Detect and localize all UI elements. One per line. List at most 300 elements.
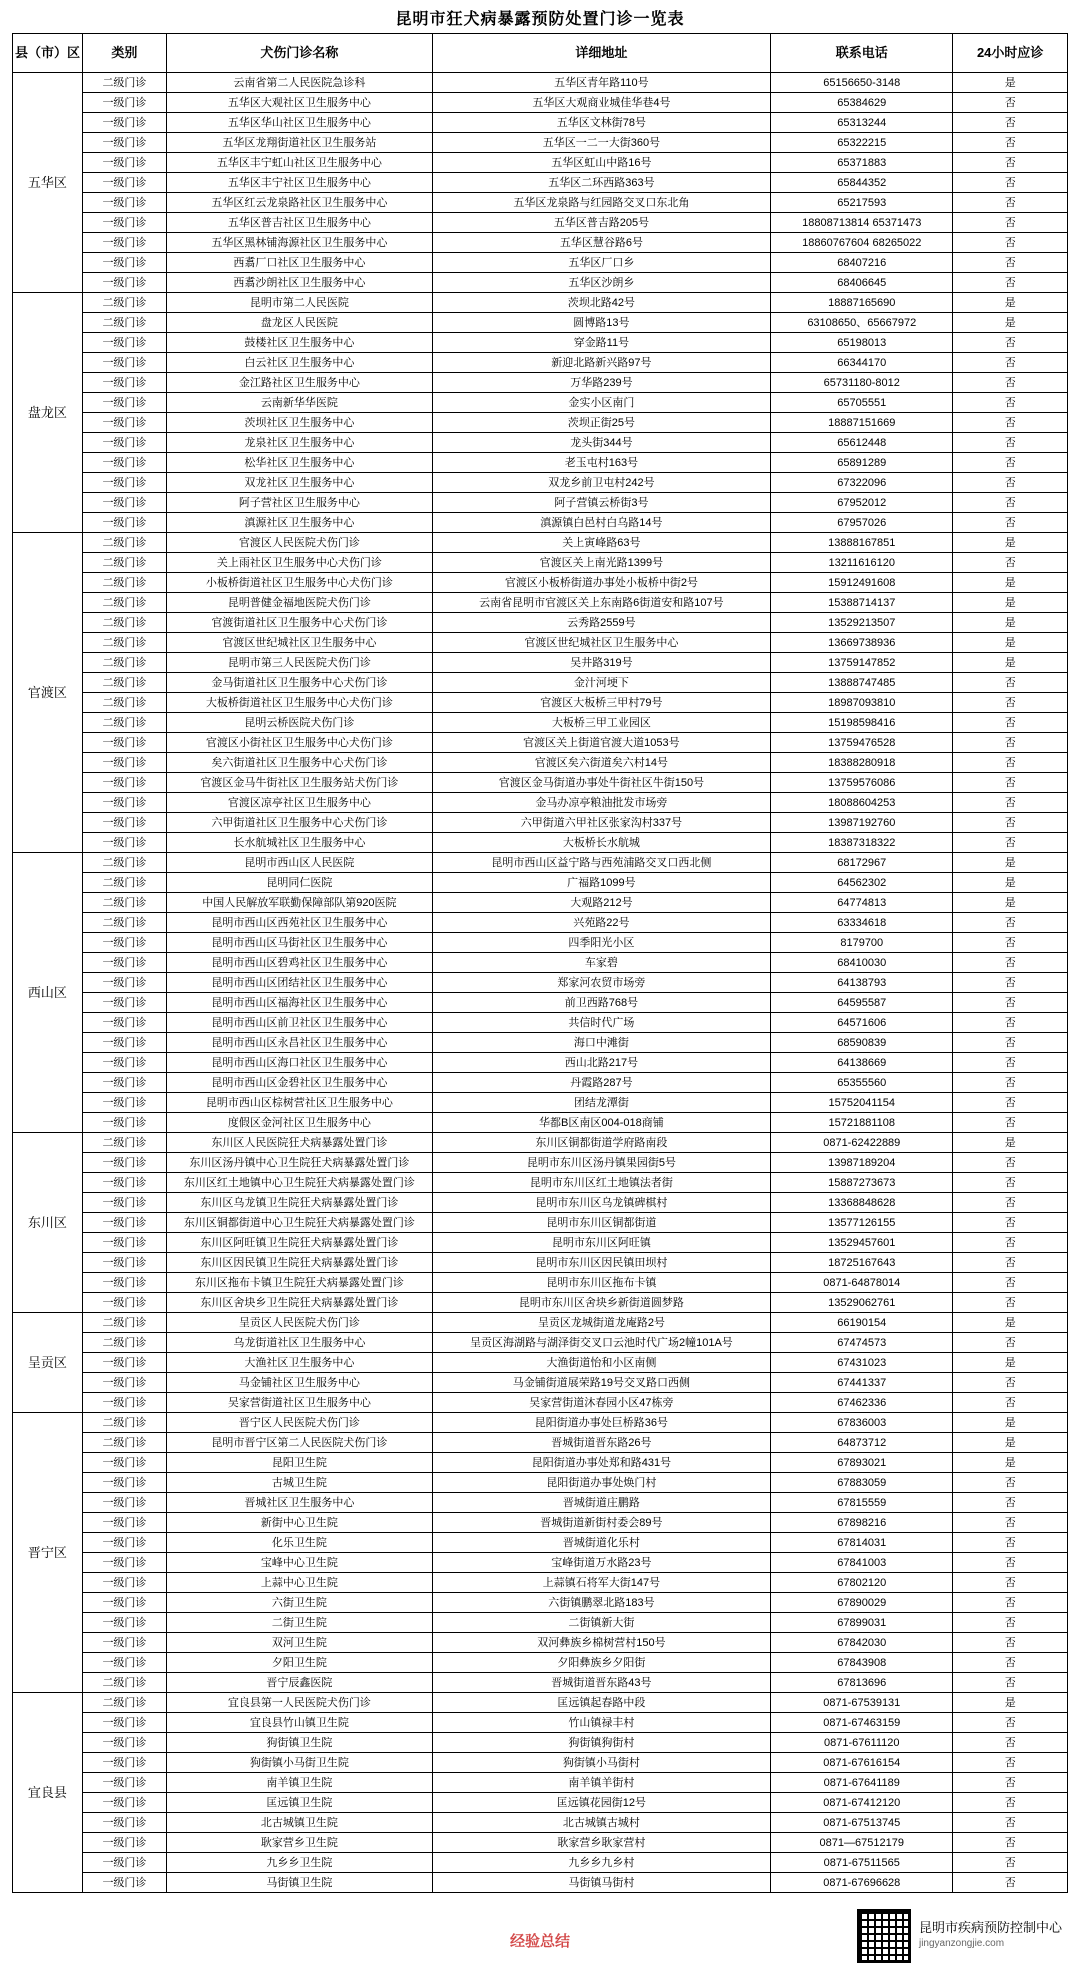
phone-cell: 64138793 [771, 973, 953, 993]
address-cell: 官渡区小板桥街道办事处小板桥中街2号 [432, 573, 770, 593]
open24h-cell: 否 [953, 1513, 1068, 1533]
category-cell: 一级门诊 [82, 1193, 166, 1213]
clinic-name-cell: 昆明普健金福地医院犬伤门诊 [167, 593, 433, 613]
open24h-cell: 否 [953, 833, 1068, 853]
table-row [13, 1873, 1068, 1893]
clinic-name-cell: 昆明市西山区西苑社区卫生服务中心 [167, 913, 433, 933]
phone-cell: 68590839 [771, 1033, 953, 1053]
category-cell: 二级门诊 [82, 673, 166, 693]
column-header-district: 县（市）区 [13, 34, 83, 73]
phone-cell: 67883059 [771, 1473, 953, 1493]
address-cell: 官渡区世纪城社区卫生服务中心 [432, 633, 770, 653]
address-cell: 南羊镇羊街村 [432, 1773, 770, 1793]
category-cell: 二级门诊 [82, 1313, 166, 1333]
table-row [13, 1173, 1068, 1193]
phone-cell: 13987192760 [771, 813, 953, 833]
open24h-cell: 是 [953, 573, 1068, 593]
open24h-cell: 否 [953, 1493, 1068, 1513]
clinic-name-cell: 大板桥街道社区卫生服务中心犬伤门诊 [167, 693, 433, 713]
open24h-cell: 否 [953, 953, 1068, 973]
category-cell: 一级门诊 [82, 1393, 166, 1413]
address-cell: 龙头街344号 [432, 433, 770, 453]
address-cell: 昆明市东川区阿旺镇 [432, 1233, 770, 1253]
clinic-table [12, 33, 1068, 1893]
clinic-name-cell: 九乡乡卫生院 [167, 1853, 433, 1873]
clinic-name-cell: 中国人民解放军联勤保障部队第920医院 [167, 893, 433, 913]
open24h-cell: 否 [953, 473, 1068, 493]
open24h-cell: 否 [953, 1773, 1068, 1793]
category-cell: 二级门诊 [82, 853, 166, 873]
phone-cell: 13529457601 [771, 1233, 953, 1253]
phone-cell: 67836003 [771, 1413, 953, 1433]
address-cell: 昆阳街道办事处郑和路431号 [432, 1453, 770, 1473]
address-cell: 五华区大观商业城佳华巷4号 [432, 93, 770, 113]
open24h-cell: 否 [953, 1533, 1068, 1553]
phone-cell: 67815559 [771, 1493, 953, 1513]
table-row [13, 1613, 1068, 1633]
table-row [13, 73, 1068, 93]
table-row [13, 1433, 1068, 1453]
phone-cell: 18860767604 68265022 [771, 233, 953, 253]
category-cell: 一级门诊 [82, 1493, 166, 1513]
open24h-cell: 是 [953, 653, 1068, 673]
category-cell: 一级门诊 [82, 253, 166, 273]
clinic-name-cell: 宜良县竹山镇卫生院 [167, 1713, 433, 1733]
address-cell: 穿金路11号 [432, 333, 770, 353]
address-cell: 狗街镇狗街村 [432, 1733, 770, 1753]
phone-cell: 13888167851 [771, 533, 953, 553]
qr-org-name: 昆明市疾病预防控制中心 [918, 1920, 1062, 1935]
open24h-cell: 否 [953, 1013, 1068, 1033]
phone-cell: 8179700 [771, 933, 953, 953]
category-cell: 一级门诊 [82, 813, 166, 833]
clinic-name-cell: 盘龙区人民医院 [167, 313, 433, 333]
district-cell: 东川区 [13, 1133, 83, 1313]
category-cell: 二级门诊 [82, 633, 166, 653]
open24h-cell: 否 [953, 1333, 1068, 1353]
column-header-category: 类别 [82, 34, 166, 73]
address-cell: 竹山镇禄丰村 [432, 1713, 770, 1733]
address-cell: 金马办凉亭粮油批发市场旁 [432, 793, 770, 813]
open24h-cell: 否 [953, 1293, 1068, 1313]
table-row [13, 1493, 1068, 1513]
phone-cell: 65844352 [771, 173, 953, 193]
clinic-name-cell: 昆明市西山区金碧社区卫生服务中心 [167, 1073, 433, 1093]
open24h-cell: 否 [953, 1213, 1068, 1233]
clinic-name-cell: 五华区丰宁虹山社区卫生服务中心 [167, 153, 433, 173]
phone-cell: 65322215 [771, 133, 953, 153]
category-cell: 一级门诊 [82, 1013, 166, 1033]
clinic-name-cell: 昆明云桥医院犬伤门诊 [167, 713, 433, 733]
clinic-name-cell: 五华区丰宁社区卫生服务中心 [167, 173, 433, 193]
phone-cell: 18887151669 [771, 413, 953, 433]
address-cell: 官渡区金马街道办事处牛街社区牛街150号 [432, 773, 770, 793]
phone-cell: 67841003 [771, 1553, 953, 1573]
category-cell: 二级门诊 [82, 293, 166, 313]
table-row [13, 1353, 1068, 1373]
open24h-cell: 是 [953, 1313, 1068, 1333]
open24h-cell: 是 [953, 613, 1068, 633]
clinic-name-cell: 昆明市第二人民医院 [167, 293, 433, 313]
address-cell: 郑家河农贸市场旁 [432, 973, 770, 993]
table-row [13, 293, 1068, 313]
category-cell: 一级门诊 [82, 493, 166, 513]
phone-cell: 18387318322 [771, 833, 953, 853]
address-cell: 五华区龙泉路与红园路交叉口东北角 [432, 193, 770, 213]
table-row [13, 593, 1068, 613]
address-cell: 呈贡区海湖路与湖泽街交叉口云池时代广场2幢101A号 [432, 1333, 770, 1353]
clinic-name-cell: 矣六街道社区卫生服务中心犬伤门诊 [167, 753, 433, 773]
category-cell: 一级门诊 [82, 1533, 166, 1553]
phone-cell: 65313244 [771, 113, 953, 133]
table-row [13, 1013, 1068, 1033]
phone-cell: 67441337 [771, 1373, 953, 1393]
table-row [13, 513, 1068, 533]
table-row [13, 1413, 1068, 1433]
category-cell: 二级门诊 [82, 1433, 166, 1453]
open24h-cell: 否 [953, 753, 1068, 773]
address-cell: 马街镇马街村 [432, 1873, 770, 1893]
table-row [13, 1373, 1068, 1393]
column-header-clinic-name: 犬伤门诊名称 [167, 34, 433, 73]
address-cell: 昆阳街道办事处巨桥路36号 [432, 1413, 770, 1433]
table-row [13, 113, 1068, 133]
clinic-name-cell: 东川区人民医院狂犬病暴露处置门诊 [167, 1133, 433, 1153]
table-row [13, 313, 1068, 333]
table-row [13, 193, 1068, 213]
category-cell: 一级门诊 [82, 213, 166, 233]
phone-cell: 65731180-8012 [771, 373, 953, 393]
phone-cell: 15887273673 [771, 1173, 953, 1193]
category-cell: 二级门诊 [82, 613, 166, 633]
open24h-cell: 是 [953, 1133, 1068, 1153]
open24h-cell: 否 [953, 1253, 1068, 1273]
table-row [13, 1793, 1068, 1813]
table-row [13, 933, 1068, 953]
open24h-cell: 否 [953, 213, 1068, 233]
address-cell: 四季阳光小区 [432, 933, 770, 953]
table-row [13, 613, 1068, 633]
table-row [13, 713, 1068, 733]
phone-cell: 67899031 [771, 1613, 953, 1633]
clinic-name-cell: 官渡区世纪城社区卫生服务中心 [167, 633, 433, 653]
clinic-name-cell: 夕阳卫生院 [167, 1653, 433, 1673]
open24h-cell: 否 [953, 673, 1068, 693]
phone-cell: 13888747485 [771, 673, 953, 693]
category-cell: 一级门诊 [82, 1733, 166, 1753]
address-cell: 大观路212号 [432, 893, 770, 913]
open24h-cell: 是 [953, 873, 1068, 893]
open24h-cell: 否 [953, 1593, 1068, 1613]
clinic-name-cell: 官渡区人民医院犬伤门诊 [167, 533, 433, 553]
address-cell: 五华区慧谷路6号 [432, 233, 770, 253]
address-cell: 九乡乡九乡村 [432, 1853, 770, 1873]
clinic-name-cell: 五华区华山社区卫生服务中心 [167, 113, 433, 133]
category-cell: 一级门诊 [82, 1793, 166, 1813]
category-cell: 二级门诊 [82, 873, 166, 893]
address-cell: 阿子营镇云桥街3号 [432, 493, 770, 513]
clinic-name-cell: 官渡区小街社区卫生服务中心犬伤门诊 [167, 733, 433, 753]
phone-cell: 67898216 [771, 1513, 953, 1533]
category-cell: 一级门诊 [82, 1373, 166, 1393]
phone-cell: 68406645 [771, 273, 953, 293]
clinic-name-cell: 云南省第二人民医院急诊科 [167, 73, 433, 93]
clinic-name-cell: 宜良县第一人民医院犬伤门诊 [167, 1693, 433, 1713]
open24h-cell: 是 [953, 313, 1068, 333]
address-cell: 官渡区矣六街道矣六村14号 [432, 753, 770, 773]
phone-cell: 67431023 [771, 1353, 953, 1373]
address-cell: 二街镇新大街 [432, 1613, 770, 1633]
phone-cell: 65705551 [771, 393, 953, 413]
open24h-cell: 否 [953, 1033, 1068, 1053]
district-cell: 盘龙区 [13, 293, 83, 533]
phone-cell: 15752041154 [771, 1093, 953, 1113]
open24h-cell: 否 [953, 513, 1068, 533]
clinic-name-cell: 长水航城社区卫生服务中心 [167, 833, 433, 853]
category-cell: 一级门诊 [82, 1353, 166, 1373]
table-row [13, 553, 1068, 573]
open24h-cell: 否 [953, 173, 1068, 193]
phone-cell: 68410030 [771, 953, 953, 973]
category-cell: 一级门诊 [82, 793, 166, 813]
page-footer [0, 1897, 1080, 1969]
address-cell: 官渡区关上街道官渡大道1053号 [432, 733, 770, 753]
phone-cell: 13669738936 [771, 633, 953, 653]
category-cell: 一级门诊 [82, 1633, 166, 1653]
open24h-cell: 是 [953, 533, 1068, 553]
phone-cell: 18088604253 [771, 793, 953, 813]
clinic-name-cell: 昆明市西山区碧鸡社区卫生服务中心 [167, 953, 433, 973]
table-row [13, 633, 1068, 653]
address-cell: 五华区文林街78号 [432, 113, 770, 133]
address-cell: 吴家营街道沐春园小区47栋旁 [432, 1393, 770, 1413]
table-row [13, 473, 1068, 493]
phone-cell: 0871-67641189 [771, 1773, 953, 1793]
category-cell: 一级门诊 [82, 1053, 166, 1073]
open24h-cell: 否 [953, 1553, 1068, 1573]
table-row [13, 993, 1068, 1013]
clinic-name-cell: 茨坝社区卫生服务中心 [167, 413, 433, 433]
clinic-name-cell: 滇源社区卫生服务中心 [167, 513, 433, 533]
phone-cell: 67843908 [771, 1653, 953, 1673]
category-cell: 二级门诊 [82, 653, 166, 673]
open24h-cell: 否 [953, 1653, 1068, 1673]
column-header-24h: 24小时应诊 [953, 34, 1068, 73]
address-cell: 昆明市西山区益宁路与西苑浦路交叉口西北侧 [432, 853, 770, 873]
phone-cell: 63108650、65667972 [771, 313, 953, 333]
table-row [13, 1473, 1068, 1493]
category-cell: 二级门诊 [82, 553, 166, 573]
table-row [13, 1293, 1068, 1313]
open24h-cell: 否 [953, 1793, 1068, 1813]
open24h-cell: 否 [953, 1473, 1068, 1493]
table-row [13, 373, 1068, 393]
table-row [13, 1573, 1068, 1593]
open24h-cell: 否 [953, 1113, 1068, 1133]
open24h-cell: 否 [953, 113, 1068, 133]
phone-cell: 13759476528 [771, 733, 953, 753]
open24h-cell: 否 [953, 353, 1068, 373]
clinic-name-cell: 五华区大观社区卫生服务中心 [167, 93, 433, 113]
address-cell: 丹霞路287号 [432, 1073, 770, 1093]
clinic-name-cell: 西翥沙朗社区卫生服务中心 [167, 273, 433, 293]
open24h-cell: 否 [953, 133, 1068, 153]
clinic-name-cell: 五华区红云龙泉路社区卫生服务中心 [167, 193, 433, 213]
district-cell: 官渡区 [13, 533, 83, 853]
district-cell: 宜良县 [13, 1693, 83, 1893]
category-cell: 一级门诊 [82, 1473, 166, 1493]
table-row [13, 973, 1068, 993]
district-cell: 晋宁区 [13, 1413, 83, 1693]
address-cell: 晋城街道庄鹏路 [432, 1493, 770, 1513]
open24h-cell: 否 [953, 1853, 1068, 1873]
table-row [13, 1713, 1068, 1733]
category-cell: 一级门诊 [82, 333, 166, 353]
open24h-cell: 否 [953, 933, 1068, 953]
clinic-name-cell: 昆明市西山区马街社区卫生服务中心 [167, 933, 433, 953]
phone-cell: 0871-67412120 [771, 1793, 953, 1813]
table-row [13, 253, 1068, 273]
open24h-cell: 否 [953, 273, 1068, 293]
clinic-name-cell: 东川区舍块乡卫生院狂犬病暴露处置门诊 [167, 1293, 433, 1313]
table-row [13, 1813, 1068, 1833]
address-cell: 广福路1099号 [432, 873, 770, 893]
clinic-name-cell: 东川区汤丹镇中心卫生院狂犬病暴露处置门诊 [167, 1153, 433, 1173]
table-row [13, 1233, 1068, 1253]
open24h-cell: 是 [953, 1453, 1068, 1473]
table-row [13, 393, 1068, 413]
open24h-cell: 是 [953, 1353, 1068, 1373]
category-cell: 一级门诊 [82, 1453, 166, 1473]
open24h-cell: 否 [953, 493, 1068, 513]
address-cell: 昆明市东川区红土地镇法者街 [432, 1173, 770, 1193]
address-cell: 前卫西路768号 [432, 993, 770, 1013]
clinic-name-cell: 马金铺社区卫生服务中心 [167, 1373, 433, 1393]
category-cell: 一级门诊 [82, 1873, 166, 1893]
category-cell: 一级门诊 [82, 353, 166, 373]
phone-cell: 13368848628 [771, 1193, 953, 1213]
table-row [13, 433, 1068, 453]
category-cell: 一级门诊 [82, 193, 166, 213]
table-body [13, 73, 1068, 1893]
clinic-name-cell: 五华区普吉社区卫生服务中心 [167, 213, 433, 233]
phone-cell: 68407216 [771, 253, 953, 273]
table-row [13, 813, 1068, 833]
open24h-cell: 否 [953, 433, 1068, 453]
open24h-cell: 否 [953, 193, 1068, 213]
open24h-cell: 否 [953, 553, 1068, 573]
address-cell: 晋城街道晋东路26号 [432, 1433, 770, 1453]
column-header-address: 详细地址 [432, 34, 770, 73]
clinic-name-cell: 吴家营街道社区卫生服务中心 [167, 1393, 433, 1413]
clinic-name-cell: 金马街道社区卫生服务中心犬伤门诊 [167, 673, 433, 693]
address-cell: 昆明市东川区拖布卡镇 [432, 1273, 770, 1293]
phone-cell: 0871-67611120 [771, 1733, 953, 1753]
category-cell: 一级门诊 [82, 1233, 166, 1253]
address-cell: 上蒜镇石将军大街147号 [432, 1573, 770, 1593]
open24h-cell: 否 [953, 1753, 1068, 1773]
clinic-name-cell: 昆明市西山区福海社区卫生服务中心 [167, 993, 433, 1013]
clinic-name-cell: 宝峰中心卫生院 [167, 1553, 433, 1573]
phone-cell: 64595587 [771, 993, 953, 1013]
address-cell: 车家碧 [432, 953, 770, 973]
category-cell: 一级门诊 [82, 773, 166, 793]
clinic-name-cell: 小板桥街道社区卫生服务中心犬伤门诊 [167, 573, 433, 593]
phone-cell: 0871-64878014 [771, 1273, 953, 1293]
phone-cell: 67813696 [771, 1673, 953, 1693]
open24h-cell: 是 [953, 1693, 1068, 1713]
category-cell: 一级门诊 [82, 1093, 166, 1113]
clinic-name-cell: 阿子营社区卫生服务中心 [167, 493, 433, 513]
category-cell: 二级门诊 [82, 593, 166, 613]
category-cell: 一级门诊 [82, 1813, 166, 1833]
address-cell: 五华区沙朗乡 [432, 273, 770, 293]
address-cell: 六街镇鹏翠北路183号 [432, 1593, 770, 1613]
clinic-name-cell: 官渡街道社区卫生服务中心犬伤门诊 [167, 613, 433, 633]
district-cell: 西山区 [13, 853, 83, 1133]
open24h-cell: 否 [953, 1713, 1068, 1733]
clinic-name-cell: 马街镇卫生院 [167, 1873, 433, 1893]
phone-cell: 65371883 [771, 153, 953, 173]
table-row [13, 653, 1068, 673]
phone-cell: 65612448 [771, 433, 953, 453]
category-cell: 二级门诊 [82, 1413, 166, 1433]
phone-cell: 0871-67539131 [771, 1693, 953, 1713]
clinic-name-cell: 金江路社区卫生服务中心 [167, 373, 433, 393]
open24h-cell: 否 [953, 1733, 1068, 1753]
open24h-cell: 否 [953, 1833, 1068, 1853]
address-cell: 昆明市东川区汤丹镇果园街5号 [432, 1153, 770, 1173]
table-row [13, 893, 1068, 913]
category-cell: 一级门诊 [82, 433, 166, 453]
open24h-cell: 否 [953, 373, 1068, 393]
table-row [13, 1133, 1068, 1153]
clinic-name-cell: 呈贡区人民医院犬伤门诊 [167, 1313, 433, 1333]
clinic-name-cell: 昆明市西山区团结社区卫生服务中心 [167, 973, 433, 993]
category-cell: 一级门诊 [82, 1173, 166, 1193]
clinic-name-cell: 关上雨社区卫生服务中心犬伤门诊 [167, 553, 433, 573]
clinic-name-cell: 乌龙街道社区卫生服务中心 [167, 1333, 433, 1353]
clinic-name-cell: 晋宁区人民医院犬伤门诊 [167, 1413, 433, 1433]
address-cell: 狗街镇小马街村 [432, 1753, 770, 1773]
open24h-cell: 否 [953, 693, 1068, 713]
phone-cell: 15388714137 [771, 593, 953, 613]
table-row [13, 1733, 1068, 1753]
address-cell: 大板桥三甲工业园区 [432, 713, 770, 733]
open24h-cell: 否 [953, 773, 1068, 793]
address-cell: 吴井路319号 [432, 653, 770, 673]
phone-cell: 0871-67511565 [771, 1853, 953, 1873]
table-row [13, 1513, 1068, 1533]
open24h-cell: 否 [953, 333, 1068, 353]
page-title: 昆明市狂犬病暴露预防处置门诊一览表 [395, 11, 685, 28]
phone-cell: 65198013 [771, 333, 953, 353]
clinic-name-cell: 昆明市西山区前卫社区卫生服务中心 [167, 1013, 433, 1033]
open24h-cell: 是 [953, 73, 1068, 93]
qr-site-url: jingyanzongjie.com [918, 1938, 1005, 1949]
phone-cell: 65156650-3148 [771, 73, 953, 93]
table-row [13, 353, 1068, 373]
table-row [13, 1393, 1068, 1413]
category-cell: 一级门诊 [82, 93, 166, 113]
category-cell: 一级门诊 [82, 453, 166, 473]
open24h-cell: 否 [953, 1273, 1068, 1293]
table-row [13, 1593, 1068, 1613]
table-row [13, 793, 1068, 813]
phone-cell: 13759147852 [771, 653, 953, 673]
clinic-name-cell: 鼓楼社区卫生服务中心 [167, 333, 433, 353]
address-cell: 五华区厂口乡 [432, 253, 770, 273]
